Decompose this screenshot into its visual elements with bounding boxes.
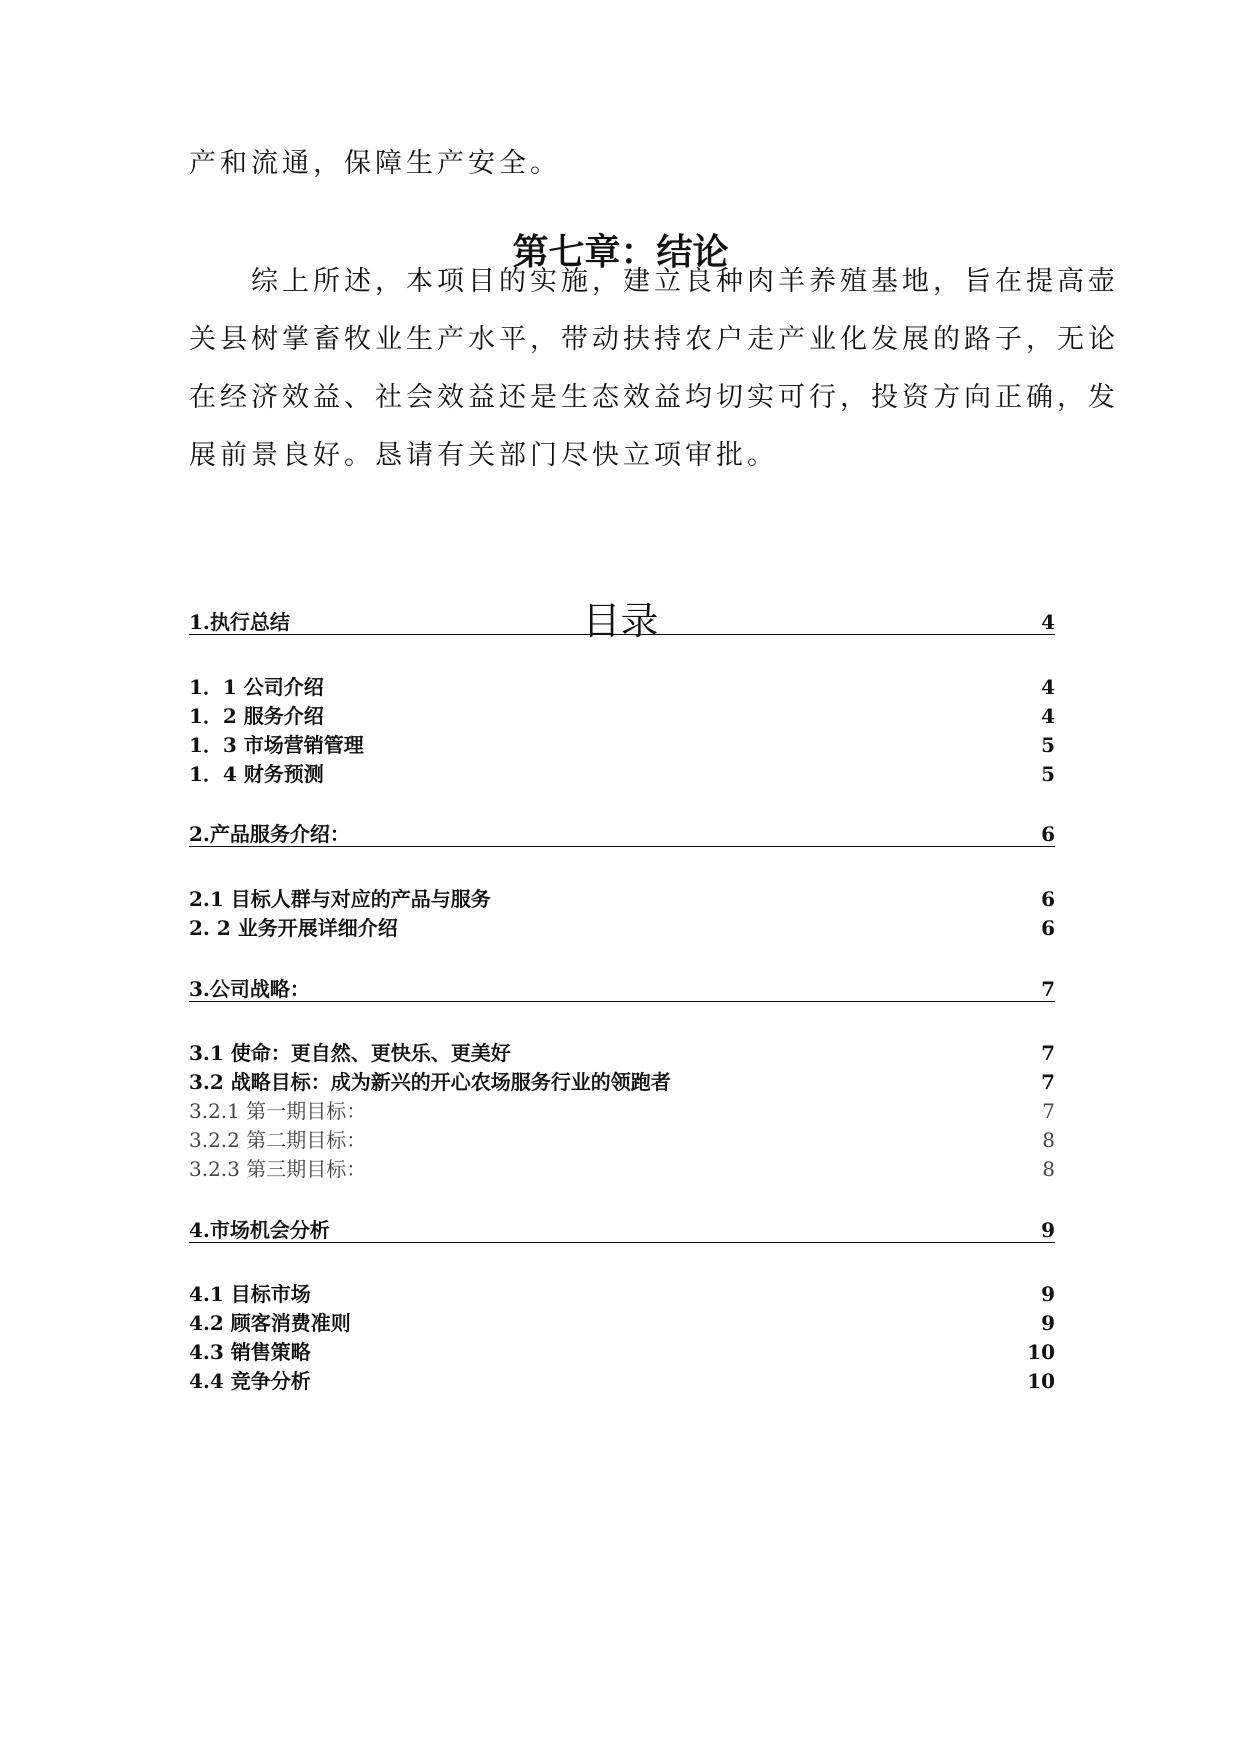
toc-entry[interactable] — [189, 913, 1055, 941]
toc-page-number: 4 — [1041, 675, 1055, 699]
toc-page-number: 6 — [1041, 822, 1055, 846]
toc-number: 3. — [189, 977, 210, 1001]
toc-page-number: 9 — [1041, 1311, 1055, 1335]
paragraph-line: 产和流通，保障生产安全。 — [189, 148, 561, 179]
toc-entry-major[interactable] — [189, 975, 1055, 1002]
toc-entry[interactable] — [189, 1366, 1055, 1394]
toc-number: 1．2 — [189, 704, 244, 728]
toc-text: 执行总结 — [209, 610, 290, 634]
toc-text: 财务预测 — [243, 762, 324, 786]
toc-text: 第二期目标： — [246, 1128, 367, 1152]
toc-text: 业务开展详细介绍 — [237, 916, 398, 940]
toc-text: 市场机会分析 — [209, 1218, 330, 1242]
toc-number: 2. — [189, 822, 210, 846]
toc-page-number: 10 — [1027, 1340, 1055, 1364]
toc-entry[interactable] — [189, 884, 1055, 912]
paragraph-line: 展前景良好。恳请有关部门尽快立项审批。 — [189, 440, 778, 471]
toc-number: 1. — [189, 610, 210, 634]
toc-number: 1．1 — [189, 675, 244, 699]
toc-entry[interactable] — [189, 1038, 1055, 1066]
toc-text: 第三期目标： — [246, 1157, 367, 1181]
paragraph-line: 关县树掌畜牧业生产水平，带动扶持农户走产业化发展的路子，无论 — [189, 324, 1119, 355]
toc-page-number: 4 — [1041, 610, 1055, 634]
toc-page-number: 7 — [1042, 1099, 1055, 1123]
chapter-title: 第七章：结论 — [512, 232, 729, 273]
toc-text: 目标市场 — [230, 1282, 311, 1306]
toc-entry[interactable] — [189, 672, 1055, 700]
toc-number: 4.4 — [189, 1369, 231, 1393]
toc-entry[interactable] — [189, 1337, 1055, 1365]
toc-page-number: 8 — [1042, 1157, 1055, 1181]
toc-page-number: 7 — [1041, 1041, 1055, 1065]
toc-text: 销售策略 — [230, 1340, 311, 1364]
toc-text: 市场营销管理 — [243, 733, 364, 757]
paragraph-line: 综上所述，本项目的实施，建立良种肉羊养殖基地，旨在提高壶 — [189, 266, 1119, 297]
toc-entry[interactable] — [189, 701, 1055, 729]
toc-title: 目录 — [582, 599, 659, 643]
toc-number: 2. 2 — [189, 916, 238, 940]
toc-number: 4.3 — [189, 1340, 231, 1364]
toc-number: 4. — [189, 1218, 210, 1242]
toc-entry[interactable] — [189, 1067, 1055, 1095]
toc-page-number: 6 — [1041, 887, 1055, 911]
toc-page-number: 7 — [1041, 1070, 1055, 1094]
toc-page-number: 4 — [1041, 704, 1055, 728]
toc-entry-major[interactable] — [189, 1216, 1055, 1243]
paragraph-line: 在经济效益、社会效益还是生态效益均切实可行，投资方向正确，发 — [189, 382, 1119, 413]
toc-page-number: 7 — [1041, 977, 1055, 1001]
toc-text: 产品服务介绍： — [209, 822, 350, 846]
toc-text: 目标人群与对应的产品与服务 — [230, 887, 491, 911]
toc-text: 使命：更自然、更快乐、更美好 — [230, 1041, 511, 1065]
toc-page-number: 5 — [1041, 762, 1055, 786]
toc-number: 3.2 — [189, 1070, 231, 1094]
toc-number: 1．4 — [189, 762, 244, 786]
toc-page-number: 10 — [1027, 1369, 1055, 1393]
toc-number: 3.1 — [189, 1041, 231, 1065]
toc-text: 战略目标：成为新兴的开心农场服务行业的领跑者 — [230, 1070, 671, 1094]
toc-text: 服务介绍 — [243, 704, 324, 728]
toc-entry-sub[interactable] — [189, 1125, 1055, 1153]
toc-text: 公司战略： — [209, 977, 310, 1001]
toc-entry[interactable] — [189, 1279, 1055, 1307]
toc-text: 顾客消费准则 — [230, 1311, 351, 1335]
toc-entry-sub[interactable] — [189, 1096, 1055, 1124]
toc-number: 4.1 — [189, 1282, 231, 1306]
toc-text: 第一期目标： — [246, 1099, 367, 1123]
toc-number: 1．3 — [189, 733, 244, 757]
toc-number: 2.1 — [189, 887, 231, 911]
toc-page-number: 8 — [1042, 1128, 1055, 1152]
toc-page-number: 6 — [1041, 916, 1055, 940]
toc-number: 3.2.2 — [189, 1128, 247, 1152]
toc-entry[interactable] — [189, 730, 1055, 758]
toc-page-number: 9 — [1041, 1218, 1055, 1242]
toc-entry-major[interactable] — [189, 608, 1055, 635]
toc-text: 公司介绍 — [243, 675, 324, 699]
toc-entry-major[interactable] — [189, 820, 1055, 847]
toc-entry-sub[interactable] — [189, 1154, 1055, 1182]
toc-page-number: 9 — [1041, 1282, 1055, 1306]
toc-number: 4.2 — [189, 1311, 231, 1335]
toc-entry[interactable] — [189, 759, 1055, 787]
toc-number: 3.2.3 — [189, 1157, 247, 1181]
toc-text: 竞争分析 — [230, 1369, 311, 1393]
toc-entry[interactable] — [189, 1308, 1055, 1336]
toc-number: 3.2.1 — [189, 1099, 247, 1123]
toc-page-number: 5 — [1041, 733, 1055, 757]
